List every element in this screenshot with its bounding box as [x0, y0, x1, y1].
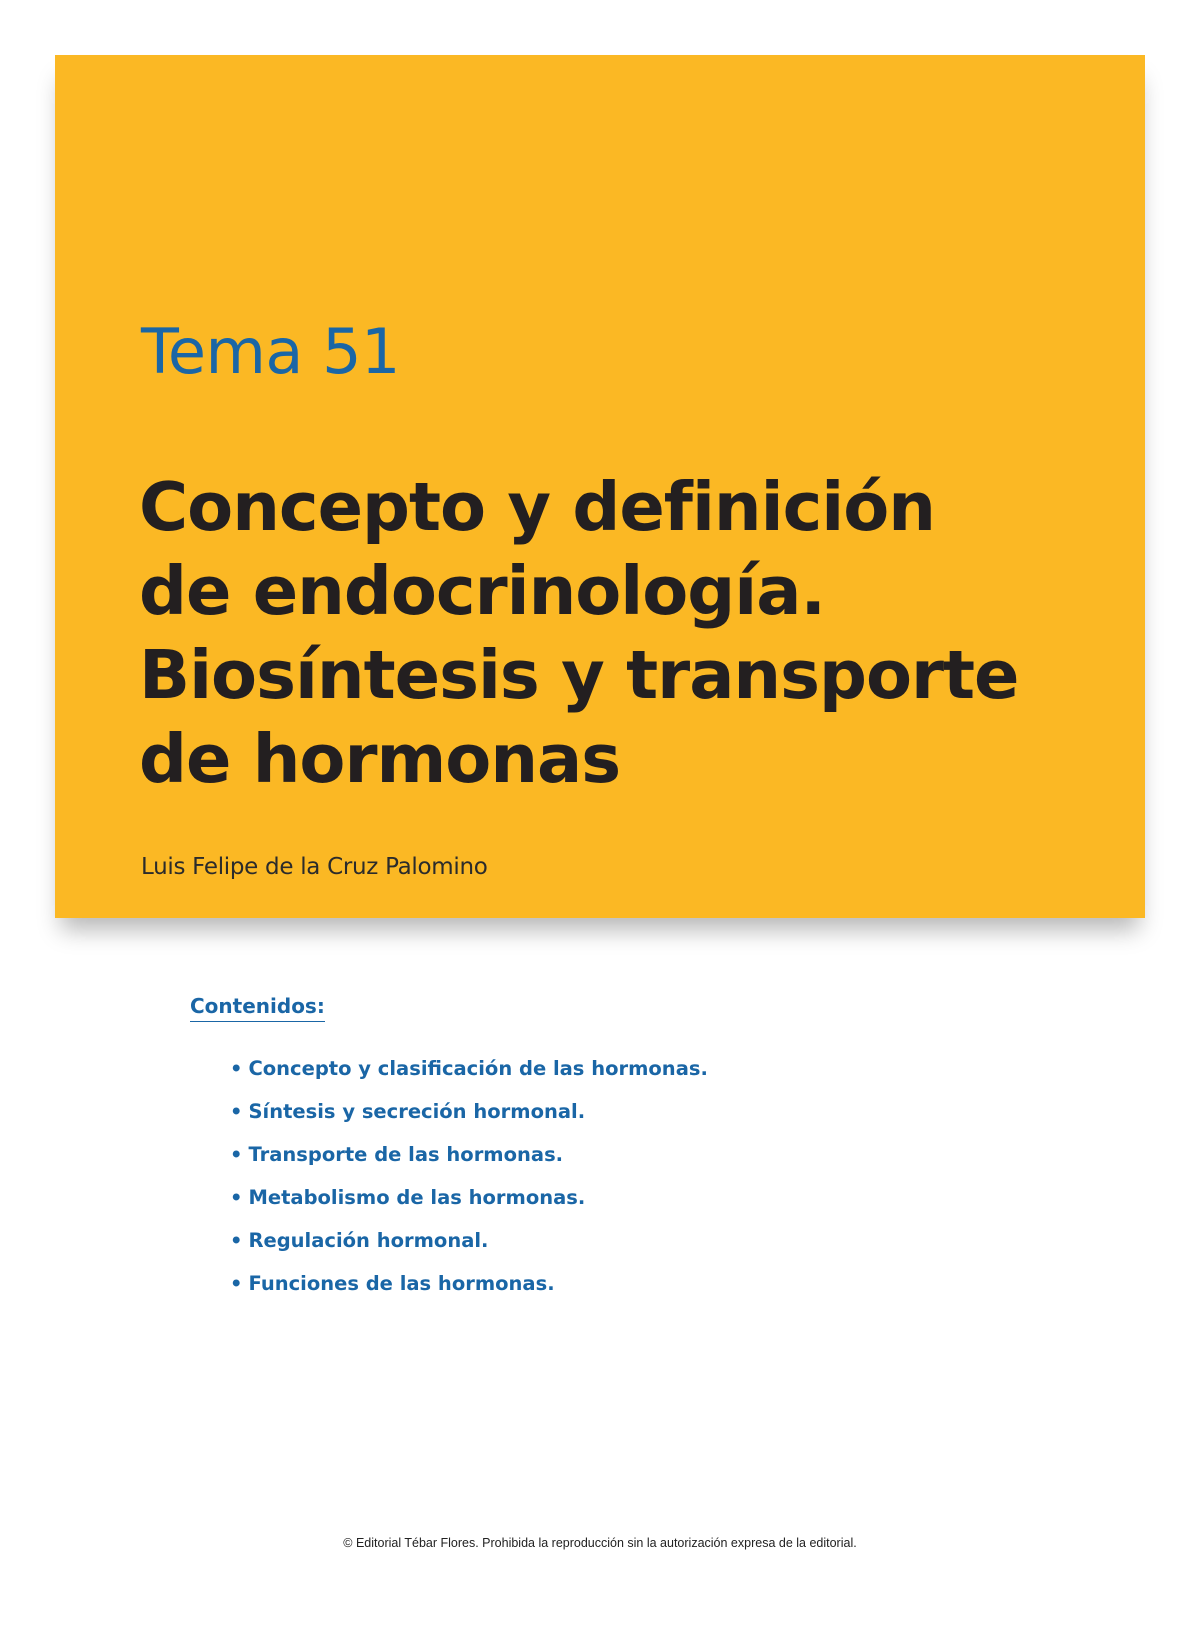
- chapter-title-line: de hormonas: [139, 720, 621, 798]
- contents-list-item: [230, 1090, 708, 1133]
- contents-item-label: Transporte de las hormonas.: [248, 1143, 564, 1166]
- contents-item-label: Funciones de las hormonas.: [248, 1272, 555, 1295]
- contents-item-label: Síntesis y secreción hormonal.: [248, 1100, 586, 1123]
- contents-list-item: [230, 1047, 708, 1090]
- contents-list-item: [230, 1262, 708, 1305]
- contents-item-label: Concepto y clasificación de las hormonas.: [248, 1057, 708, 1080]
- chapter-title-line: Concepto y definición: [139, 468, 935, 546]
- bullet-icon: •: [230, 1186, 243, 1209]
- bullet-icon: •: [230, 1143, 243, 1166]
- chapter-number: Tema 51: [141, 315, 400, 388]
- contents-list: [230, 1047, 708, 1305]
- bullet-icon: •: [230, 1272, 243, 1295]
- bullet-icon: •: [230, 1100, 243, 1123]
- contents-item-label: Regulación hormonal.: [248, 1229, 489, 1252]
- chapter-title-line: de endocrinología.: [139, 552, 825, 630]
- contents-heading: Contenidos:: [190, 993, 325, 1022]
- contents-list-item: [230, 1133, 708, 1176]
- chapter-author: Luis Felipe de la Cruz Palomino: [141, 854, 488, 880]
- bullet-icon: •: [230, 1229, 243, 1252]
- copyright-footer: © Editorial Tébar Flores. Prohibida la reproducción sin la autorización expresa de la editorial.: [343, 1536, 857, 1550]
- chapter-title: [139, 465, 1079, 801]
- contents-list-item: [230, 1176, 708, 1219]
- chapter-header-block: [55, 55, 1145, 918]
- contents-item-label: Metabolismo de las hormonas.: [248, 1186, 586, 1209]
- contents-list-item: [230, 1219, 708, 1262]
- chapter-title-line: Biosíntesis y transporte: [139, 636, 1019, 714]
- bullet-icon: •: [230, 1057, 243, 1080]
